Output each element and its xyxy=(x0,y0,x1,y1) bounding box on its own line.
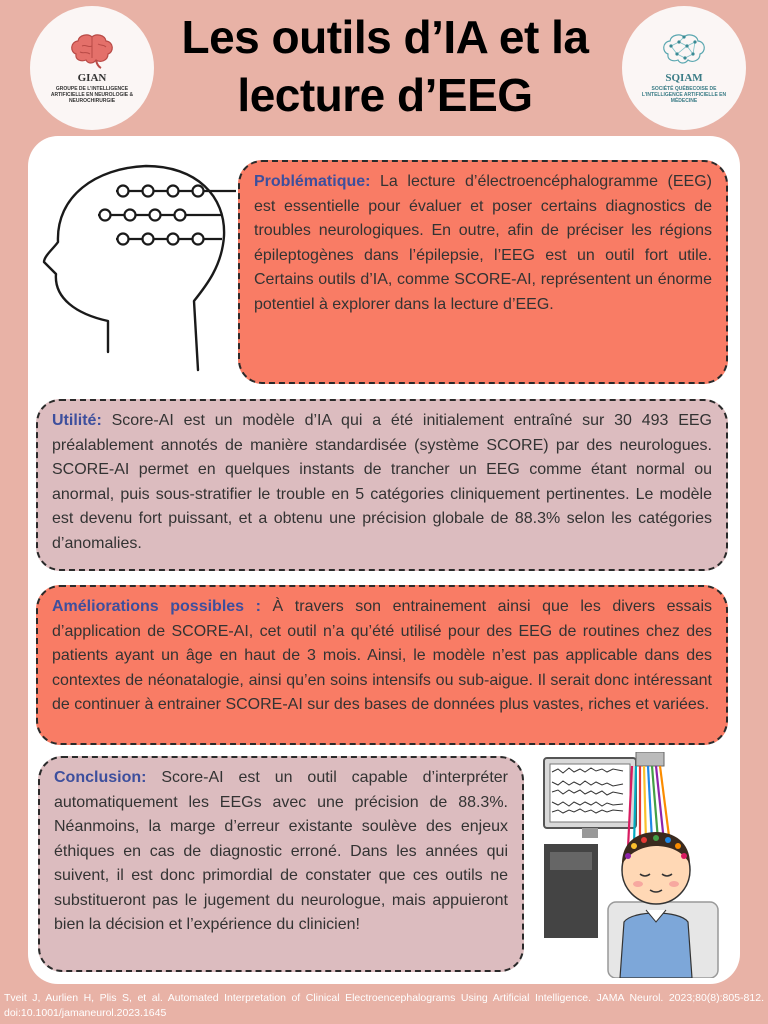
utilite-text: Score-AI est un modèle d’IA qui a été initialement entraîné sur 30 493 EEG préalablement annotés de manière standardisée (système SCORE) par des neurologues. SCORE-AI permet en quelques instants de trancher un EEG comme étant normal ou anormal, puis sous-stratifier le trouble en 5 catégories cliniquement pertinentes. Le modèle est devenu fort puissant, et a obtenu une précision globale de 88.3% selon les catégories d’anomalies. xyxy=(52,412,712,552)
sqiam-logo-name: SQIAM xyxy=(665,71,703,84)
reference-citation: Tveit J, Aurlien H, Plis S, et al. Automated Interpretation of Clinical Electroencephalograms Using Artificial Intelligence. JAMA Neurol. 2023;80(8):805-812. doi:10.1001/jamaneurol.2023.1645 xyxy=(4,992,764,1019)
sqiam-logo-subtitle: SOCIÉTÉ QUÉBECOISE DE L’INTELLIGENCE ARTIFICIELLE EN MÉDECINE xyxy=(641,85,727,105)
network-brain-icon xyxy=(659,32,709,70)
gian-logo-subtitle: GROUPE DE L’INTELLIGENCE ARTIFICIELLE EN NEUROLOGIE & NEUROCHIRURGIE xyxy=(50,85,134,105)
ameliorations-section xyxy=(36,585,728,745)
utilite-label: Utilité: xyxy=(52,412,102,429)
utilite-section xyxy=(36,399,728,571)
problematique-label: Problématique: xyxy=(254,173,371,190)
problematique-section xyxy=(238,160,728,384)
ameliorations-label: Améliorations possibles : xyxy=(52,598,261,615)
conclusion-text: Score-AI est un outil capable d’interpréter automatiquement les EEGs avec une précision de 88.3%. Néanmoins, la marge d’erreur existante soulève des enjeux éthiques en cas de diagnostic erroné. Dans les années qui suivent, il est donc primordial de constater que ces outils ne substitueront pas le jugement du neurologue, mais appuieront bien la décision et l’expérience du clinicien! xyxy=(54,769,508,933)
eeg-patient-illustration xyxy=(536,752,736,978)
head-electrodes-icon xyxy=(36,156,246,386)
ameliorations-text: À travers son entrainement ainsi que les divers essais d’application de SCORE-AI, cet outil n’a qu’été utilisé pour des EEG de routines chez des patients ayant un âge en haut de 3 mois. Ainsi, le modèle n’est pas applicable dans des contextes de néonatalogie, ainsi qu’en soins intensifs ou sub-aigue. Il serait donc intéressant de continuer à entrainer SCORE-AI sur des bases de données plus vastes, riches et variées. xyxy=(52,598,712,713)
content-panel xyxy=(28,136,740,984)
problematique-text: La lecture d’électroencéphalogramme (EEG) est essentielle pour évaluer et poser certains diagnostics de troubles neurologiques. En outre, afin de préciser les régions épileptogènes dans l’épilepsie, l’EEG est un outil fort utile. Certains outils d’IA, comme SCORE-AI, représentent un énorme potentiel à explorer dans la lecture d’EEG. xyxy=(254,173,712,313)
gian-logo-name: GIAN xyxy=(77,71,107,84)
conclusion-label: Conclusion: xyxy=(54,769,147,786)
gian-logo xyxy=(30,6,154,130)
brain-icon xyxy=(68,32,116,70)
sqiam-logo xyxy=(622,6,746,130)
conclusion-section xyxy=(38,756,524,972)
page-title: Les outils d’IA et la lecture d’EEG xyxy=(181,11,589,121)
